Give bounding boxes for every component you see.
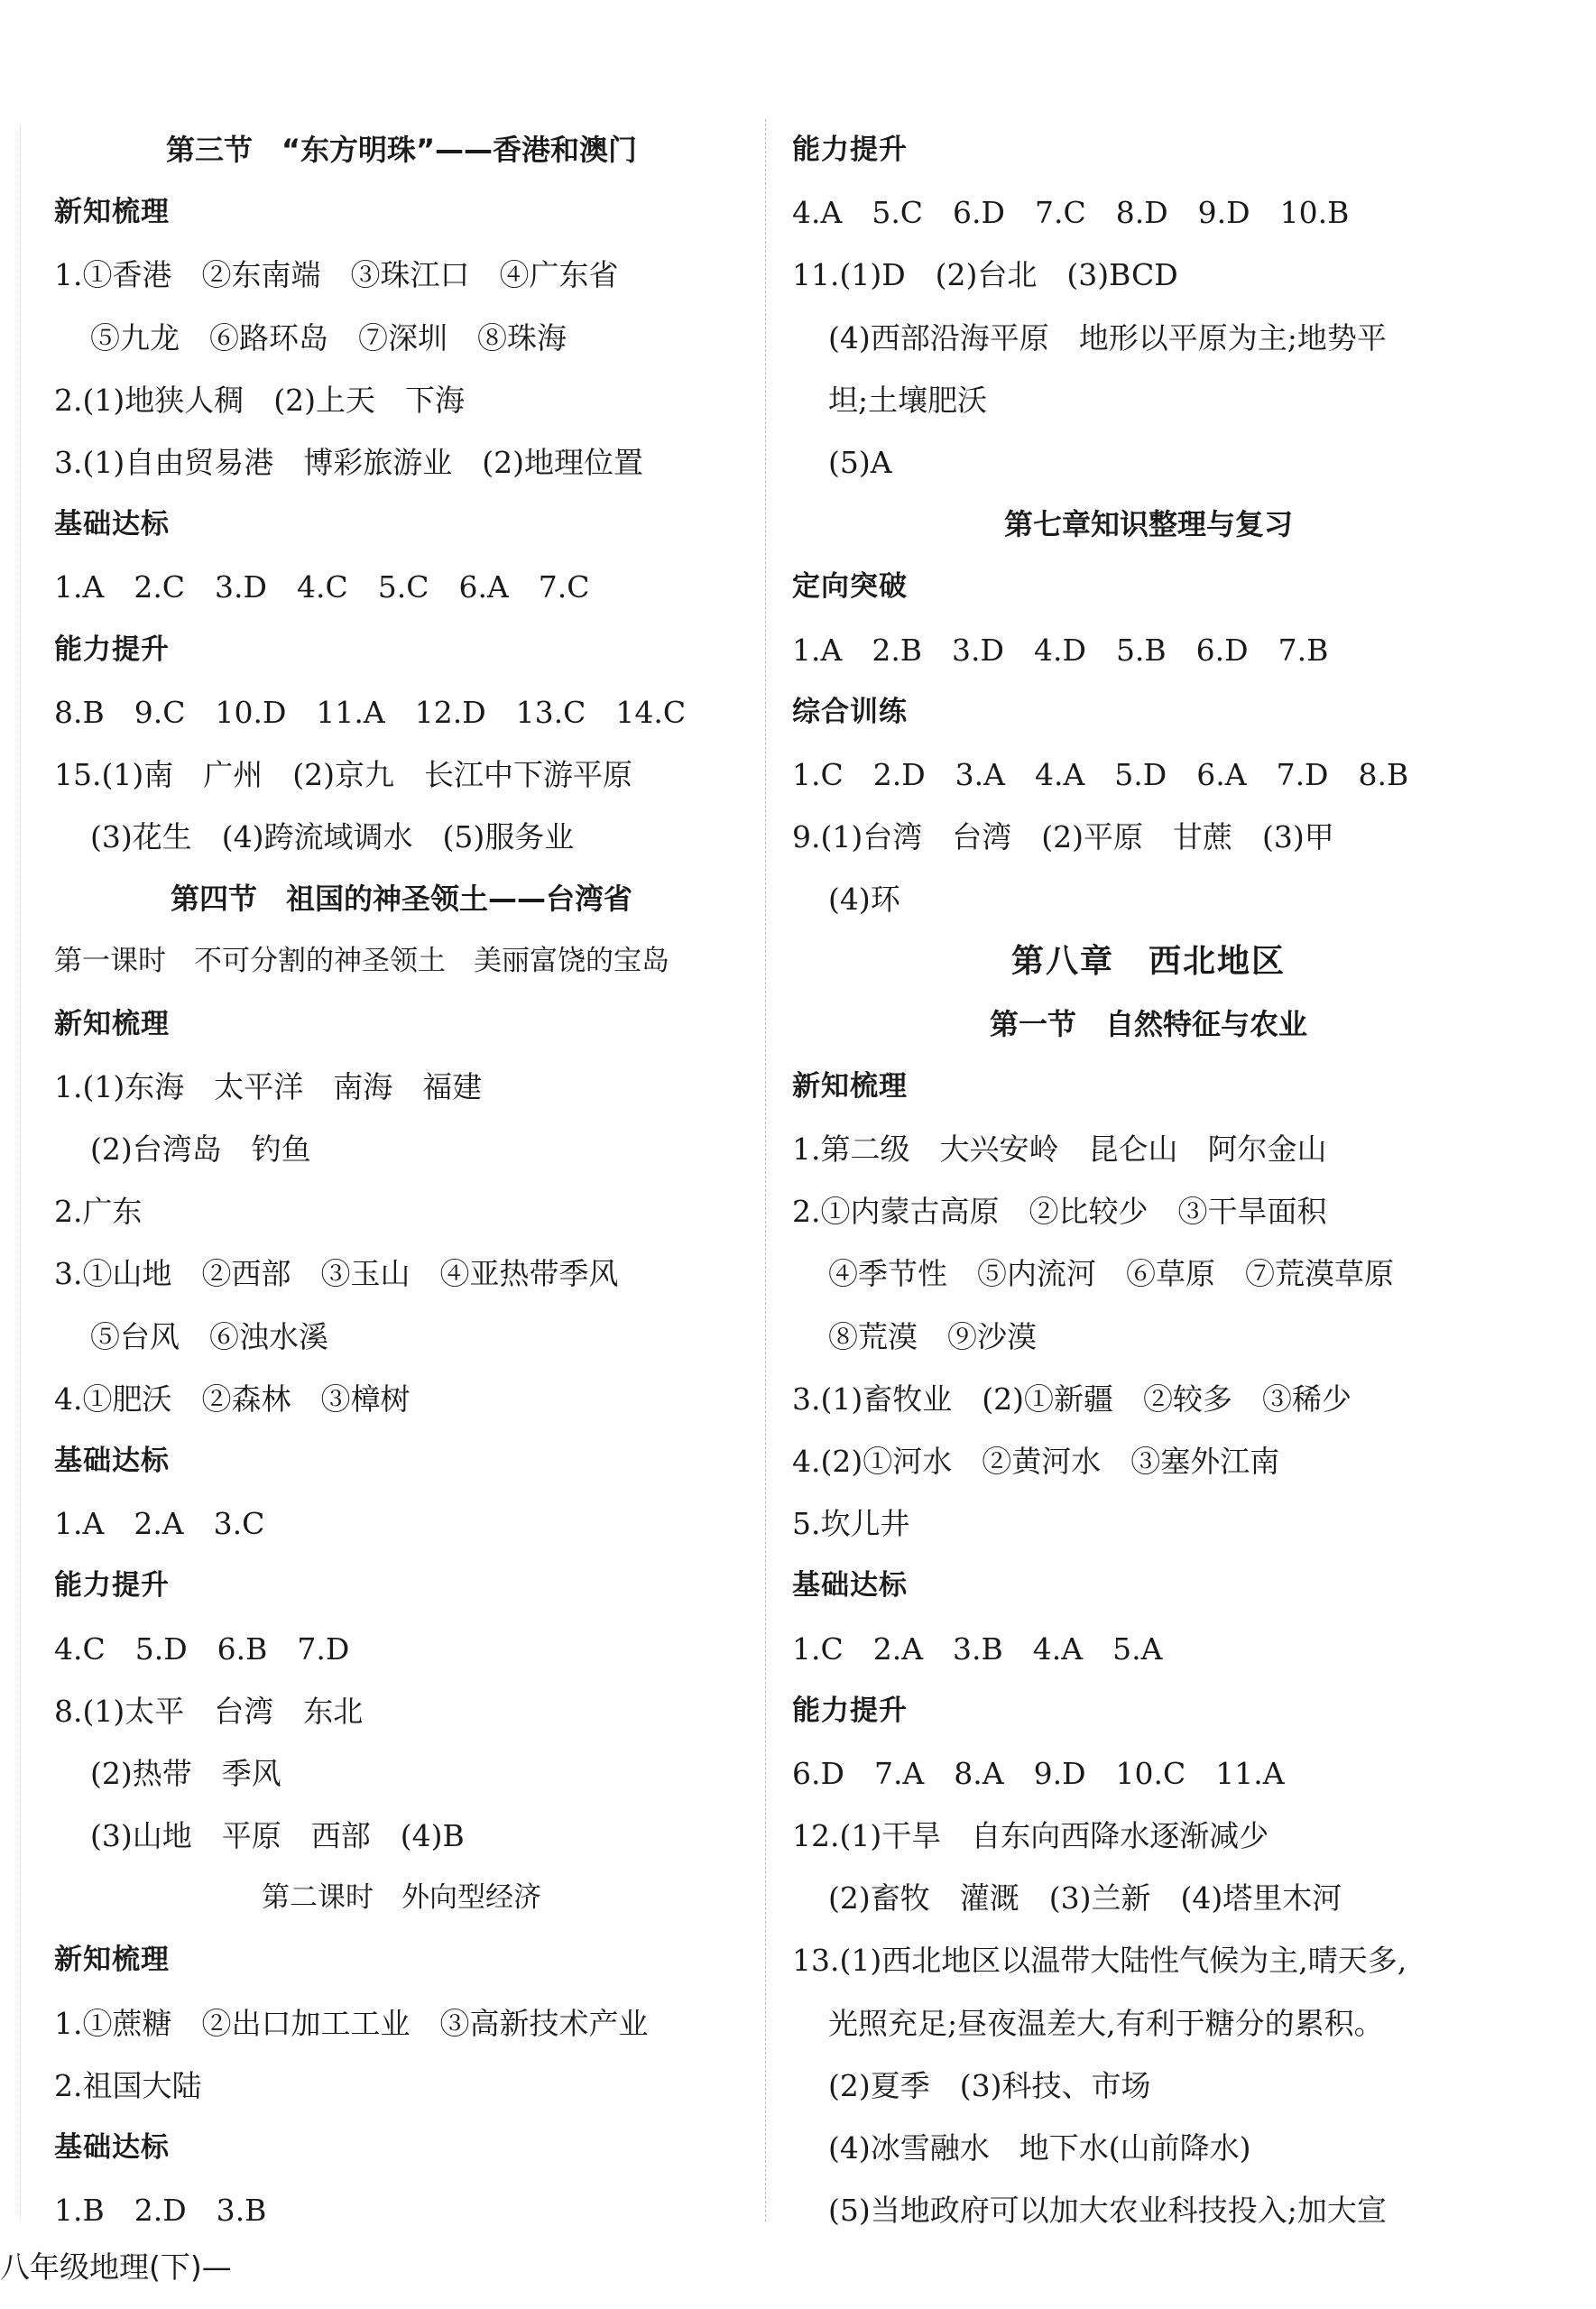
section-heading: 能力提升 <box>792 134 908 166</box>
answer-line-continued: (2)台湾岛 钓鱼 <box>90 1131 311 1167</box>
answer-line-continued: 光照充足;昼夜温差大,有利于糖分的累积。 <box>828 2005 1384 2041</box>
chapter-title: 第八章 西北地区 <box>1010 943 1286 981</box>
answer-line: 1.①蔗糖 ②出口加工工业 ③高新技术产业 <box>54 2005 649 2041</box>
section-heading: 综合训练 <box>792 695 908 728</box>
answer-column-left <box>54 119 749 2241</box>
section-heading: 基础达标 <box>792 1569 908 1602</box>
answer-line: 4.A 5.C 6.D 7.C 8.D 9.D 10.B <box>792 195 1350 231</box>
section-heading: 新知梳理 <box>54 196 170 229</box>
section-heading: 基础达标 <box>54 508 170 541</box>
answer-line-continued: (4)西部沿海平原 地形以平原为主;地势平 <box>828 319 1387 356</box>
answer-line: 2.广东 <box>54 1194 143 1230</box>
answer-line-continued: (2)畜牧 灌溉 (3)兰新 (4)塔里木河 <box>828 1880 1342 1916</box>
answer-line: 13.(1)西北地区以温带大陆性气候为主,晴天多, <box>792 1943 1407 1979</box>
answer-line: 8.B 9.C 10.D 11.A 12.D 13.C 14.C <box>54 694 687 730</box>
answer-line-continued: (2)夏季 (3)科技、市场 <box>828 2067 1151 2103</box>
answer-line: 1.A 2.B 3.D 4.D 5.B 6.D 7.B <box>792 632 1329 668</box>
answer-line: 1.B 2.D 3.B <box>54 2193 267 2229</box>
section-heading: 能力提升 <box>54 633 170 666</box>
answer-line-continued: (2)热带 季风 <box>90 1755 281 1791</box>
answer-line: 4.(2)①河水 ②黄河水 ③塞外江南 <box>792 1443 1280 1479</box>
answer-line: 1.A 2.C 3.D 4.C 5.C 6.A 7.C <box>54 569 590 605</box>
answer-column-right <box>792 119 1505 2241</box>
column-divider <box>765 119 766 2221</box>
answer-line: 1.C 2.A 3.B 4.A 5.A <box>792 1630 1163 1667</box>
answer-line: 4.C 5.D 6.B 7.D <box>54 1630 350 1667</box>
answer-line: 3.(1)畜牧业 (2)①新疆 ②较多 ③稀少 <box>792 1381 1352 1417</box>
answer-line: 1.A 2.A 3.C <box>54 1506 265 1542</box>
answer-line-continued: ④季节性 ⑤内流河 ⑥草原 ⑦荒漠草原 <box>828 1256 1394 1292</box>
answer-line-continued: (3)山地 平原 西部 (4)B <box>90 1818 465 1854</box>
answer-line-continued: (4)冰雪融水 地下水(山前降水) <box>828 2130 1251 2166</box>
answer-line: 4.①肥沃 ②森林 ③樟树 <box>54 1381 411 1417</box>
section-heading: 定向突破 <box>792 570 908 604</box>
answer-line: 15.(1)南 广州 (2)京九 长江中下游平原 <box>54 756 632 792</box>
lesson-title: 第一课时 不可分割的神圣领土 美丽富饶的宝岛 <box>54 945 669 978</box>
answer-line: 12.(1)干旱 自东向西降水逐渐减少 <box>792 1818 1269 1854</box>
section-heading: 基础达标 <box>54 2131 170 2164</box>
answer-line-continued: (3)花生 (4)跨流域调水 (5)服务业 <box>90 819 575 855</box>
answer-line-continued: ⑤九龙 ⑥路环岛 ⑦深圳 ⑧珠海 <box>90 319 567 356</box>
answer-line: 1.(1)东海 太平洋 南海 福建 <box>54 1068 483 1104</box>
section-title: 第三节 “东方明珠”——香港和澳门 <box>165 133 638 167</box>
answer-line: 8.(1)太平 台湾 东北 <box>54 1693 364 1729</box>
page-edge-mark <box>20 126 21 2220</box>
section-title: 第一节 自然特征与农业 <box>989 1006 1307 1041</box>
section-heading: 基础达标 <box>54 1444 170 1477</box>
section-heading: 新知梳理 <box>792 1069 908 1103</box>
page-footer: 八年级地理(下)— <box>0 2249 232 2285</box>
answer-line-continued: (5)当地政府可以加大农业科技投入;加大宣 <box>828 2193 1387 2229</box>
answer-line-continued: (4)环 <box>828 882 900 918</box>
answer-line: 1.第二级 大兴安岭 昆仑山 阿尔金山 <box>792 1131 1327 1167</box>
answer-line-continued: ⑤台风 ⑥浊水溪 <box>90 1318 328 1354</box>
answer-line: 2.①内蒙古高原 ②比较少 ③干旱面积 <box>792 1194 1327 1230</box>
answer-line: 6.D 7.A 8.A 9.D 10.C 11.A <box>792 1755 1285 1791</box>
answer-line: 1.①香港 ②东南端 ③珠江口 ④广东省 <box>54 257 619 293</box>
section-heading: 新知梳理 <box>54 1944 170 1977</box>
answer-line: 11.(1)D (2)台北 (3)BCD <box>792 257 1178 293</box>
answer-line: 2.祖国大陆 <box>54 2067 202 2103</box>
answer-line: 5.坎儿井 <box>792 1506 910 1542</box>
answer-line-continued: (5)A <box>828 444 892 480</box>
answer-line: 3.①山地 ②西部 ③玉山 ④亚热带季风 <box>54 1256 619 1292</box>
answer-line: 1.C 2.D 3.A 4.A 5.D 6.A 7.D 8.B <box>792 756 1409 792</box>
section-heading: 能力提升 <box>54 1569 170 1602</box>
answer-line: 2.(1)地狭人稠 (2)上天 下海 <box>54 382 465 418</box>
answer-line: 3.(1)自由贸易港 博彩旅游业 (2)地理位置 <box>54 444 643 480</box>
answer-line: 9.(1)台湾 台湾 (2)平原 甘蔗 (3)甲 <box>792 819 1334 855</box>
lesson-title: 第二课时 外向型经济 <box>262 1881 541 1915</box>
section-title: 第四节 祖国的神圣领土——台湾省 <box>170 882 632 917</box>
section-title: 第七章知识整理与复习 <box>1003 507 1293 542</box>
answer-line-continued: 坦;土壤肥沃 <box>828 382 988 418</box>
section-heading: 能力提升 <box>792 1694 908 1727</box>
section-heading: 新知梳理 <box>54 1007 170 1040</box>
answer-line-continued: ⑧荒漠 ⑨沙漠 <box>828 1318 1037 1354</box>
